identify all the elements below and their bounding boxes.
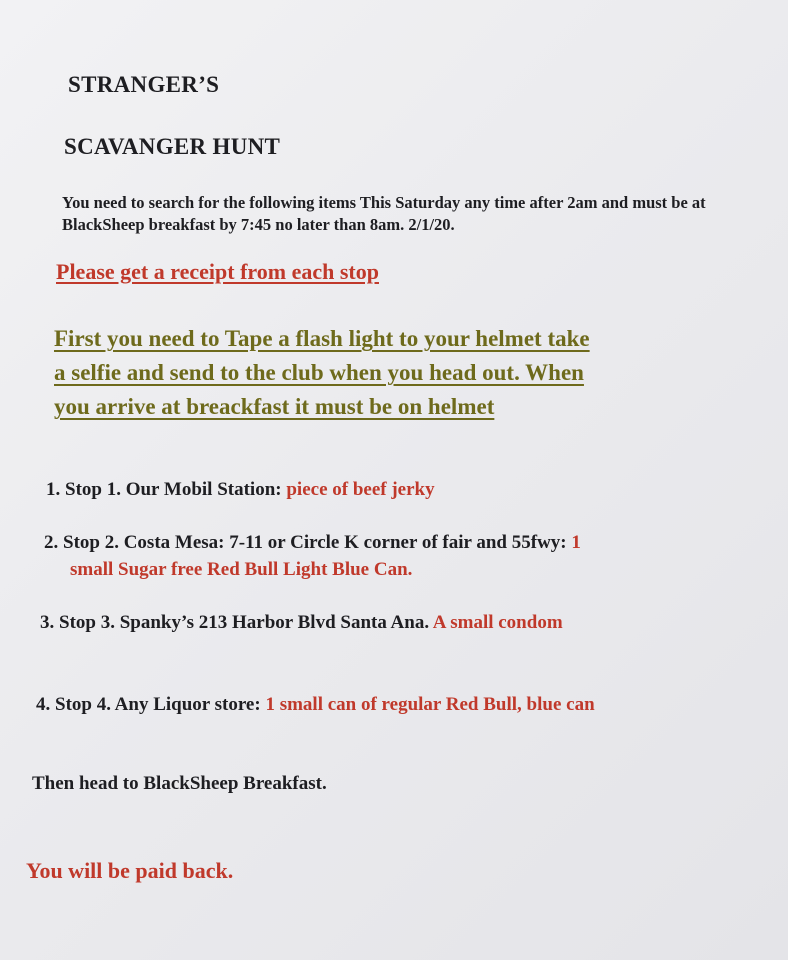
flashlight-line-3: you arrive at breackfast it must be on helmet: [54, 394, 495, 419]
stop-number: 1.: [46, 479, 61, 500]
closing-line: Then head to BlackSheep Breakfast.: [32, 773, 327, 794]
stop-label: Stop 2. Costa Mesa: 7-11 or Circle K corner of fair and 55fwy:: [63, 532, 567, 553]
stop-item-3: [40, 610, 563, 636]
stop-label: Stop 4. Any Liquor store:: [55, 694, 261, 715]
stop-item-2-continuation: small Sugar free Red Bull Light Blue Can.: [70, 559, 413, 580]
paid-back-note: You will be paid back.: [26, 858, 234, 883]
stop-item-4: [36, 692, 595, 718]
stop-item-text: A small condom: [432, 612, 563, 633]
stop-label: Stop 1. Our Mobil Station:: [65, 479, 282, 500]
stop-item-text: piece of beef jerky: [286, 479, 435, 500]
receipt-note: Please get a receipt from each stop: [56, 259, 379, 284]
stop-number: 2.: [44, 532, 59, 553]
title-line-1: STRANGER’S: [68, 72, 220, 97]
stop-number: 4.: [36, 694, 51, 715]
title-line-2: SCAVANGER HUNT: [64, 134, 281, 159]
stop-label: Stop 3. Spanky’s 213 Harbor Blvd Santa Ana.: [59, 612, 430, 633]
stop-item-text: 1 small can of regular Red Bull, blue can: [265, 694, 595, 715]
flashlight-line-2: a selfie and send to the club when you head out. When: [54, 360, 584, 385]
stop-item-1: [46, 477, 435, 503]
flashlight-line-1: First you need to Tape a flash light to your helmet take: [54, 326, 590, 351]
stop-number: 3.: [40, 612, 55, 633]
stop-item-2: [44, 530, 581, 556]
flashlight-instructions: [54, 322, 754, 424]
intro-paragraph: You need to search for the following items This Saturday any time after 2am and must be at BlackSheep breakfast by 7:45 no later than 8am. 2/1/20.: [62, 193, 706, 234]
stop-item-text-part1: 1: [571, 532, 581, 553]
